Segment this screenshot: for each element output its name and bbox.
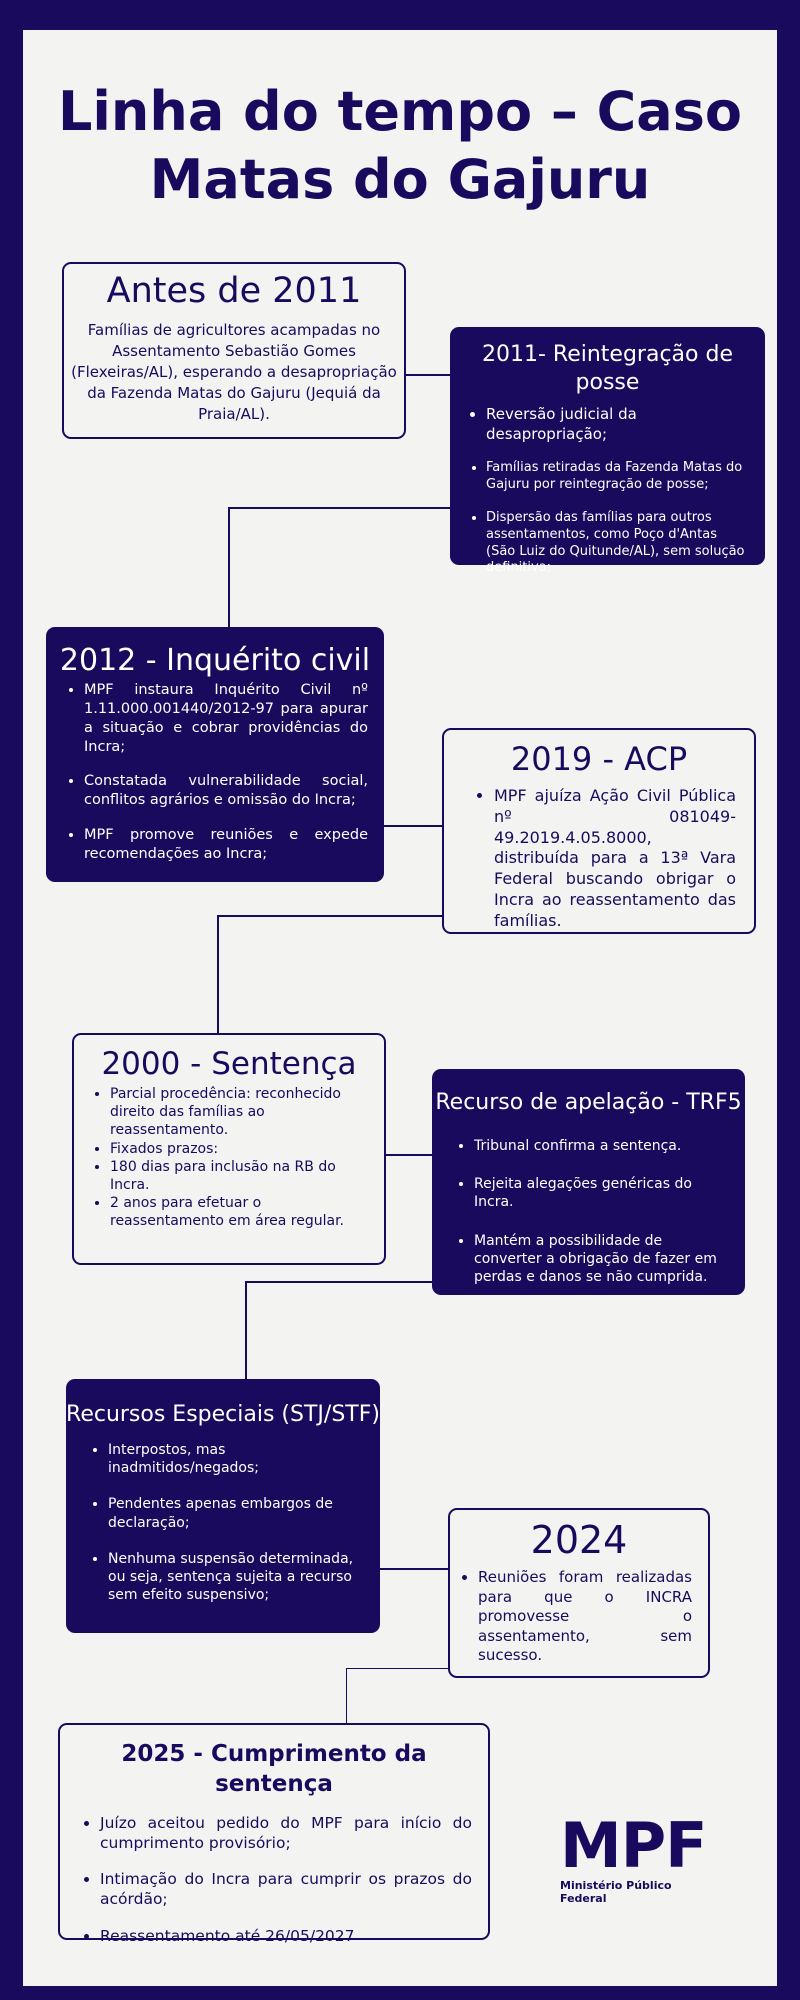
title-line-1: Linha do tempo – Caso: [58, 80, 742, 143]
connector: [406, 374, 450, 376]
event-item: • MPF instaura Inquérito Civil nº 1.11.000.001440/2012-97 para apurar a situação e cobrar providências do Incra;: [84, 681, 368, 756]
connector: [217, 915, 219, 1035]
event-antes-2011: [62, 262, 406, 439]
event-item: • Tribunal confirma a sentença.: [474, 1137, 727, 1155]
event-item: • MPF promove reuniões e expede recomendações ao Incra;: [84, 826, 368, 864]
title-line-2: Matas do Gajuru: [149, 148, 651, 211]
event-item: • Fixados prazos:: [110, 1140, 366, 1158]
event-recursos-especiais: [66, 1379, 380, 1633]
event-item: • Interpostos, mas inadmitidos/negados;: [108, 1441, 364, 1477]
event-item: • Juízo aceitou pedido do MPF para início do cumprimento provisório;: [100, 1813, 472, 1853]
connector: [346, 1668, 448, 1669]
event-heading: Recursos Especiais (STJ/STF): [66, 1402, 380, 1427]
event-heading: 2025 - Cumprimento da sentença: [121, 1741, 427, 1797]
event-item: • Intimação do Incra para cumprir os prazos do acórdão;: [100, 1869, 472, 1909]
event-item: • Pendentes apenas embargos de declaração;: [108, 1495, 364, 1531]
event-item: • Reuniões foram realizadas para que o INCRA promovesse o assentamento, sem sucesso.: [478, 1568, 692, 1666]
event-heading: 2011- Reintegração de posse: [482, 342, 733, 395]
connector: [217, 915, 442, 917]
event-2019-acp: [442, 728, 756, 934]
event-text: Famílias de agricultores acampadas no Assentamento Sebastião Gomes (Flexeiras/AL), esperando a desapropriação da Fazenda Matas do Gajuru (Jequiá da Praia/AL).: [71, 321, 397, 423]
logo-subtitle: Ministério Público Federal: [560, 1879, 672, 1905]
connector: [245, 1281, 432, 1283]
connector: [384, 825, 442, 827]
event-item: • Rejeita alegações genéricas do Incra.: [474, 1175, 727, 1211]
event-apelacao-trf5: [432, 1069, 745, 1295]
event-item: • MPF ajuíza Ação Civil Pública nº 081049-49.2019.4.05.8000, distribuída para a 13ª Vara Federal buscando obrigar o Incra ao reassentamento das famílias.: [494, 786, 736, 932]
event-2024: [448, 1508, 710, 1678]
connector: [245, 1281, 247, 1379]
event-2011-reintegracao: [450, 327, 765, 576]
event-item: • Famílias retiradas da Fazenda Matas do Gajuru por reintegração de posse;: [486, 460, 749, 494]
connector: [380, 1568, 448, 1570]
event-item: • 2 anos para efetuar o reassentamento em área regular.: [110, 1194, 366, 1230]
event-item: • Parcial procedência: reconhecido direito das famílias ao reassentamento.: [110, 1085, 366, 1140]
connector: [386, 1154, 432, 1156]
event-heading: 2024: [530, 1518, 628, 1562]
connector: [228, 507, 230, 627]
logo-mark: MPF: [560, 1809, 707, 1882]
connector: [346, 1668, 347, 1723]
event-heading: Recurso de apelação - TRF5: [435, 1090, 742, 1115]
event-2000-sentenca: [72, 1033, 386, 1265]
event-heading: 2012 - Inquérito civil: [59, 643, 371, 678]
event-item: • Reversão judicial da desapropriação;: [486, 405, 749, 444]
connector: [228, 507, 450, 509]
event-2012-inquerito: [46, 627, 384, 882]
event-2025-cumprimento: [58, 1723, 490, 1945]
mpf-logo: [560, 1809, 720, 1905]
event-heading: 2000 - Sentença: [101, 1046, 357, 1082]
event-item: • Nenhuma suspensão determinada, ou seja, sentença sujeita a recurso sem efeito suspensivo;: [108, 1550, 364, 1605]
event-item: • 180 dias para inclusão na RB do Incra.: [110, 1158, 366, 1194]
event-heading: Antes de 2011: [106, 271, 362, 311]
page-title: [0, 78, 800, 214]
event-item: • Dispersão das famílias para outros assentamentos, como Poço d'Antas (São Luiz do Quitunde/AL), sem solução definitiva;: [486, 510, 749, 578]
event-item: • Mantém a possibilidade de converter a obrigação de fazer em perdas e danos se não cumprida.: [474, 1232, 727, 1287]
event-item: • Constatada vulnerabilidade social, conflitos agrários e omissão do Incra;: [84, 772, 368, 810]
event-heading: 2019 - ACP: [510, 740, 688, 778]
event-item: • Reassentamento até 26/05/2027: [100, 1926, 472, 1946]
